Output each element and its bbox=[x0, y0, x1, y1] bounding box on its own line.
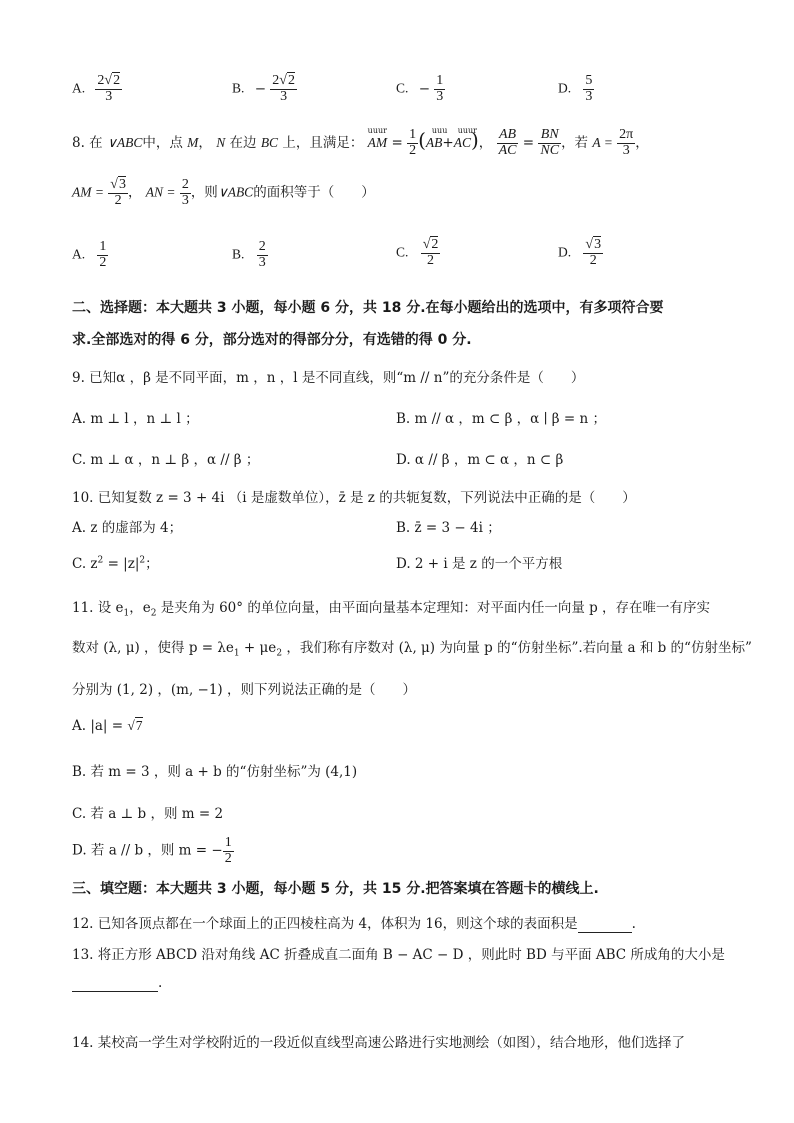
q8-stem-line2: AM = $\frac{√3}{2}$ ， AN = $\frac{2}{3}$ ，则∨ABC的面积等于（ ） bbox=[72, 177, 375, 208]
q12-answer-blank[interactable] bbox=[578, 916, 632, 933]
section3-heading: 三、填空题：本大题共 3 小题，每小题 5 分，共 15 分.把答案填在答题卡的横线上. bbox=[72, 881, 599, 897]
q8-stem-line1: 8. 在 ∨ABC中，点 M， N 在边 BC 上，且满足： uuur AM = $\frac{1}{2}$ ( uuu AB+ uuur AC)， $\frac{AB}{AC}$ = $\frac{BN}{NC}$ ，若 A = $\frac{2\pi}{3}$ ， bbox=[72, 126, 649, 158]
q11-option-a: A. |a| = √7 bbox=[72, 718, 143, 734]
q11-stem-line3: 分别为 (1, 2) ，(m, −1) ，则下列说法正确的是（ ） bbox=[72, 682, 416, 698]
q9-option-b: B. m // α ，m ⊂ β ，α ∣ β = n ； bbox=[396, 411, 606, 427]
q7-option-a: A. $\frac{2√2}{3}$ bbox=[72, 73, 121, 104]
q7-option-d: D. $\frac{5}{3}$ bbox=[558, 73, 593, 104]
q12-stem: 12. 已知各顶点都在一个球面上的正四棱柱高为 4，体积为 16，则这个球的表面积是 . bbox=[72, 916, 636, 932]
q10-option-b: B. z̄ = 3 − 4i ； bbox=[396, 520, 501, 536]
q13-stem: 13. 将正方形 ABCD 沿对角线 AC 折叠成直二面角 B − AC − D ，则此时 BD 与平面 ABC 所成角的大小是 bbox=[72, 947, 725, 963]
q7-option-d-fraction: $\frac{5}{3}$ bbox=[585, 73, 593, 104]
q9-option-c: C. m ⊥ α ，n ⊥ β ，α // β ； bbox=[72, 452, 260, 468]
q9-option-d: D. α // β ，m ⊂ α ，n ⊂ β bbox=[396, 452, 564, 468]
q11-stem-line2: 数对 (λ, μ) ，使得 $p = \lambda e_1 + \mu e_2$ ，我们称有序数对 (λ, μ) 为向量 p 的“仿射坐标”.若向量 a 和 b 的“仿射坐标” bbox=[72, 640, 752, 659]
q8-option-a: A. $\frac{1}{2}$ bbox=[72, 239, 107, 270]
q8-angle: $\frac{2\pi}{3}$ bbox=[619, 127, 634, 158]
q7-option-c-fraction: $\frac{1}{3}$ bbox=[436, 73, 444, 104]
q9-option-a: A. m ⊥ l ，n ⊥ l ； bbox=[72, 411, 199, 427]
q13-answer-blank[interactable] bbox=[72, 975, 158, 992]
section2-heading-line2: 求.全部选对的得 6 分，部分选对的得部分分，有选错的得 0 分. bbox=[72, 332, 472, 348]
q9-stem: 9. 已知α ，β 是不同平面，m ，n ，l 是不同直线，则“m // n”的充分条件是（ ） bbox=[72, 370, 585, 386]
q7-option-b-fraction: $\frac{2√2}{3}$ bbox=[272, 73, 295, 104]
q8-am-value: $\frac{√3}{2}$ bbox=[110, 177, 126, 208]
q10-option-a: A. z 的虚部为 4； bbox=[72, 520, 183, 536]
q11-option-b: B. 若 m = 3 ，则 a + b 的“仿射坐标”为 (4,1) bbox=[72, 764, 358, 780]
q7-option-a-fraction: $\frac{2√2}{3}$ bbox=[97, 73, 121, 104]
q10-option-d: D. 2 + i 是 z 的一个平方根 bbox=[396, 556, 563, 572]
q8-ratio-ab-ac: $\frac{AB}{AC}$ bbox=[498, 127, 517, 158]
q8-option-d: D. $\frac{√3}{2}$ bbox=[558, 237, 602, 268]
q13-answer-line: . bbox=[72, 975, 162, 992]
q8-an-value: $\frac{2}{3}$ bbox=[181, 177, 189, 208]
q7-option-b: B. − $\frac{2√2}{3}$ bbox=[232, 73, 295, 104]
q11-option-d: D. 若 a // b ，则 m = − $\frac{1}{2}$ bbox=[72, 835, 232, 866]
q11-stem-line1: 11. 设 $e_1$，$e_2$ 是夹角为 60° 的单位向量，由平面向量基本定理知：对平面内任一向量 p ，存在唯一有序实 bbox=[72, 600, 711, 619]
q10-stem: 10. 已知复数 z = 3 + 4i （i 是虚数单位），z̄ 是 z 的共轭复数，下列说法中正确的是（ ） bbox=[72, 490, 636, 506]
q8-option-c: C. $\frac{√2}{2}$ bbox=[396, 237, 439, 268]
section2-heading-line1: 二、选择题：本大题共 3 小题，每小题 6 分，共 18 分.在每小题给出的选项中，有多项符合要 bbox=[72, 300, 664, 316]
q10-option-c: C. $z^2 = |z|^2$； bbox=[72, 555, 159, 572]
q8-ratio-bn-nc: $\frac{BN}{NC}$ bbox=[540, 127, 560, 158]
q14-stem: 14. 某校高一学生对学校附近的一段近似直线型高速公路进行实地测绘（如图），结合地形，他们选择了 bbox=[72, 1035, 686, 1051]
q8-vector-expression: uuur AM bbox=[367, 126, 388, 150]
q8-option-b: B. $\frac{2}{3}$ bbox=[232, 239, 266, 270]
q11-option-c: C. 若 a ⊥ b ，则 m = 2 bbox=[72, 806, 224, 822]
q7-option-c: C. − $\frac{1}{3}$ bbox=[396, 73, 444, 104]
